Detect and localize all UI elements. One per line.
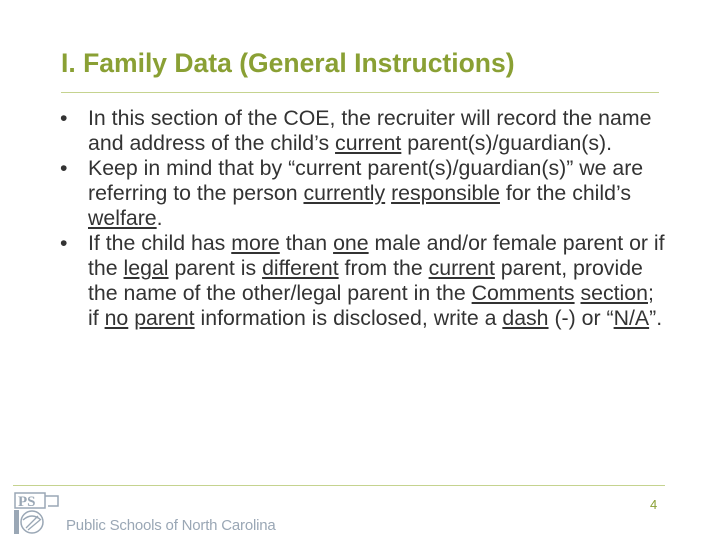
bullet-text: male and/or female parent or if the xyxy=(88,231,665,280)
underlined-term: responsible xyxy=(391,181,500,205)
underlined-term: current xyxy=(428,256,495,280)
logo-letters: PS xyxy=(18,494,36,510)
bullet-text: (-) or “ xyxy=(548,306,614,330)
underlined-term: current xyxy=(335,131,402,155)
bullet-text: for the child’s xyxy=(499,181,631,205)
bullet-text: parent(s)/guardian(s). xyxy=(401,131,613,155)
underlined-term: more xyxy=(231,231,280,255)
bullet-text: parent is xyxy=(168,256,263,280)
underlined-term: currently xyxy=(303,181,386,205)
bullet-text: information is disclosed, write a xyxy=(194,306,503,330)
underlined-term: one xyxy=(333,231,369,255)
bullet-item xyxy=(58,156,668,231)
underlined-term: different xyxy=(262,256,339,280)
underlined-term: parent xyxy=(134,306,195,330)
slide-title: I. Family Data (General Instructions) xyxy=(61,48,515,78)
underlined-term: no xyxy=(104,306,129,330)
underlined-term: dash xyxy=(502,306,549,330)
page-number: 4 xyxy=(650,497,658,512)
underlined-term: Comments xyxy=(471,281,575,305)
bullet-dot: • xyxy=(60,231,68,255)
underlined-term: legal xyxy=(123,256,169,280)
bullet-text: Keep in mind that by “current parent(s)/guardian(s)” we are referring to the person xyxy=(88,156,644,205)
bullet-text: ; if xyxy=(88,281,654,330)
underlined-term: welfare xyxy=(88,206,157,230)
footer-divider xyxy=(13,485,665,486)
bullet-item xyxy=(58,231,668,331)
logo-mark-icon xyxy=(14,492,62,536)
bullet-list xyxy=(58,106,668,331)
bullet-text: If the child has xyxy=(88,231,232,255)
bullet-text: parent, provide the name of the other/legal parent in the xyxy=(88,256,643,305)
title-divider xyxy=(61,92,659,93)
bullet-text: . xyxy=(156,206,163,230)
bullet-text: ”. xyxy=(649,306,663,330)
bullet-text: In this section of the COE, the recruiter will record the name and address of the child’s xyxy=(88,106,652,155)
underlined-term: N/A xyxy=(613,306,650,330)
bullet-dot: • xyxy=(60,156,68,180)
bullet-text: than xyxy=(279,231,334,255)
ncdpi-logo xyxy=(14,492,62,541)
footer-org-name: Public Schools of North Carolina xyxy=(66,517,276,534)
bullet-text: from the xyxy=(338,256,429,280)
bullet-dot: • xyxy=(60,106,68,130)
bullet-item xyxy=(58,106,668,156)
underlined-term: section xyxy=(580,281,648,305)
